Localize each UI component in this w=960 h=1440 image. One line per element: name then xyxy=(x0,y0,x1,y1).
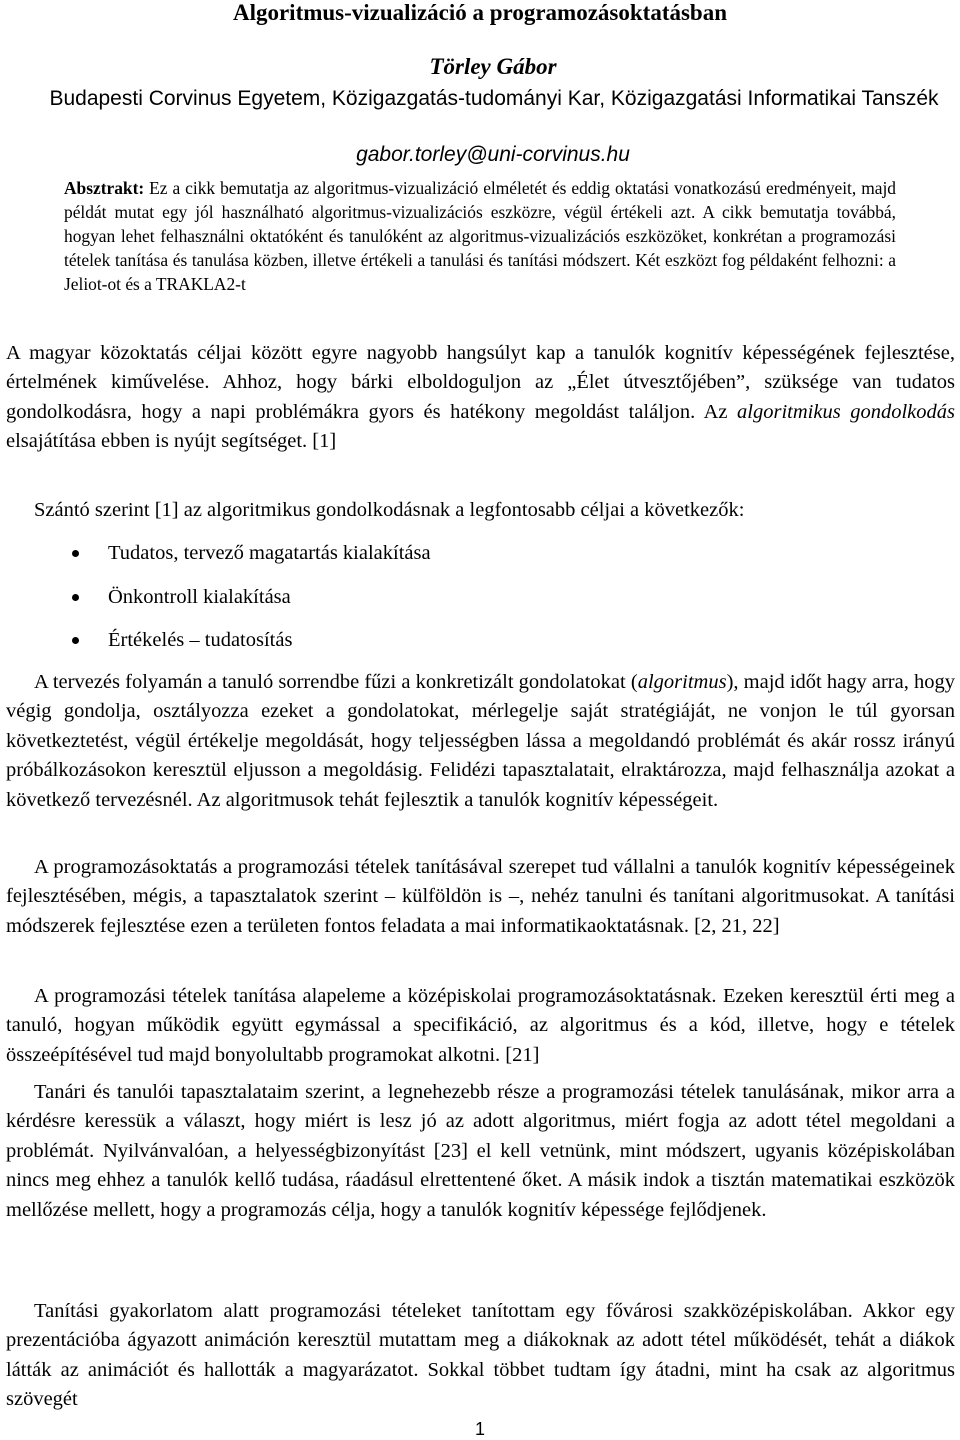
list-item xyxy=(58,537,431,581)
abstract-text: Ez a cikk bemutatja az algoritmus-vizualizáció elméletét és eddig oktatási vonatkozású eredményeit, majd példát mutat egy jól használható algoritmus-vizualizációs eszközre, végül értékeli azt. A cikk bemutatja továbbá, hogyan lehet felhasználni oktatóként és tanulóként az algoritmus-vizualizációs eszközöket, konkrétan a programozási tételek tanítása és tanulása közben, illetve értékeli a tanulási és tanítási módszert. Két eszközt fog példaként felhozni: a Jeliot-ot és a TRAKLA2-t xyxy=(64,178,896,295)
paper-title: Algoritmus-vizualizáció a programozásoktatásban xyxy=(232,0,728,25)
author-name: Törley Gábor xyxy=(429,54,557,79)
paragraph-3-text-end: ), majd időt hagy arra, hogy végig gondolja, osztályozza ezeket a gondolatokat, mérlegelje saját stratégiáját, ne vonjon le túl gyorsan következtetést, végül értékelje megoldását, hogy teljességben lássa a megoldandó problémát és akár rossz irányú próbálkozásokon keresztül eljusson a megoldásig. Felidézi tapasztalatait, elraktározza, majd felhasználja azokat a következő tervezésnél. Az algoritmusok tehát fejlesztik a tanulók kognitív képességeit. xyxy=(6,671,955,811)
goals-list xyxy=(58,537,431,668)
paragraph-7: Tanítási gyakorlatom alatt programozási tételeket tanítottam egy fővárosi szakközépiskolában. Akkor egy prezentációba ágyazott animáción keresztül mutattam meg a diákoknak az adott tétel működését, tehát a diákok látták az animációt és hallották a magyarázatot. Sokkal többet tudtam így átadni, mint ha csak az algoritmus szövegét xyxy=(6,1300,955,1411)
paragraph-3-emphasis: algoritmus xyxy=(637,671,727,693)
paragraph-5: A programozási tételek tanítása alapeleme a középiskolai programozásoktatásnak. Ezeken keresztül érti meg a tanuló, hogyan működik együtt egymással a specifikáció, az algoritmus és a kód, illetve, hogy e tételek összeépítésével tud majd bonyolultabb programokat alkotni. [21] xyxy=(6,985,955,1066)
paragraph-6: Tanári és tanulói tapasztalataim szerint, a legnehezebb része a programozási tételek tanulásának, mikor arra a kérdésre keressük a választ, hogy miért is lesz jó az adott algoritmus, miért fogja az adott tétel megoldani a problémát. Nyilvánvalóan, a helyességbizonyítást [23] el kell vetnünk, mint módszert, ugyanis középiskolában nincs meg ehhez a tanulók kellő tudása, ráadásul elrettentené őket. A másik indok a tisztán matematikai eszközök mellőzése mellett, hogy a programozás célja, hogy a tanulók kognitív képessége fejlődjenek. xyxy=(6,1081,955,1221)
paragraph-3-text: A tervezés folyamán a tanuló sorrendbe fűzi a konkretizált gondolatokat ( xyxy=(34,671,638,693)
abstract-label: Absztrakt: xyxy=(64,178,145,198)
bullet-icon xyxy=(72,550,79,557)
bullet-icon xyxy=(72,637,79,644)
paragraph-1-text: A magyar közoktatás céljai között egyre nagyobb hangsúlyt kap a tanulók kognitív képességének fejlesztése, értelmének kiművelése. Ahhoz, hogy bárki elboldoguljon az „Élet útvesztőjében”, szüksége van tudatos gondolkodásra, hogy a napi problémákra gyors és hatékony megoldást találjon. Az xyxy=(6,342,955,423)
list-item xyxy=(58,624,431,668)
paragraph-1 xyxy=(6,339,955,457)
author-affiliation: Budapesti Corvinus Egyetem, Közigazgatás-tudományi Kar, Közigazgatási Informatikai Tanszék xyxy=(49,87,939,110)
paragraph-3 xyxy=(6,668,955,815)
list-item xyxy=(58,581,431,625)
paragraph-1-emphasis: algoritmikus gondolkodás xyxy=(737,400,955,423)
bullet-icon xyxy=(72,594,79,601)
list-item-text: Értékelés – tudatosítás xyxy=(108,629,293,651)
author-email: gabor.torley@uni-corvinus.hu xyxy=(356,143,630,166)
paragraph-4: A programozásoktatás a programozási tételek tanításával szerepet tud vállalni a tanulók kognitív képességeinek fejlesztésében, mégis, a tapasztalatok szerint – külföldön is –, nehéz tanulni és tanítani algoritmusokat. A tanítási módszerek fejlesztése ezen a területen fontos feladata a mai informatikaoktatásnak. [2, 21, 22] xyxy=(6,856,955,937)
list-item-text: Tudatos, tervező magatartás kialakítása xyxy=(108,542,431,564)
page-number: 1 xyxy=(474,1419,485,1439)
paragraph-1-text-end: elsajátítása ebben is nyújt segítséget. [1] xyxy=(6,430,337,453)
abstract xyxy=(64,176,896,296)
list-item-text: Önkontroll kialakítása xyxy=(108,585,291,608)
paragraph-2: Szántó szerint [1] az algoritmikus gondolkodásnak a legfontosabb céljai a következők: xyxy=(34,499,745,521)
